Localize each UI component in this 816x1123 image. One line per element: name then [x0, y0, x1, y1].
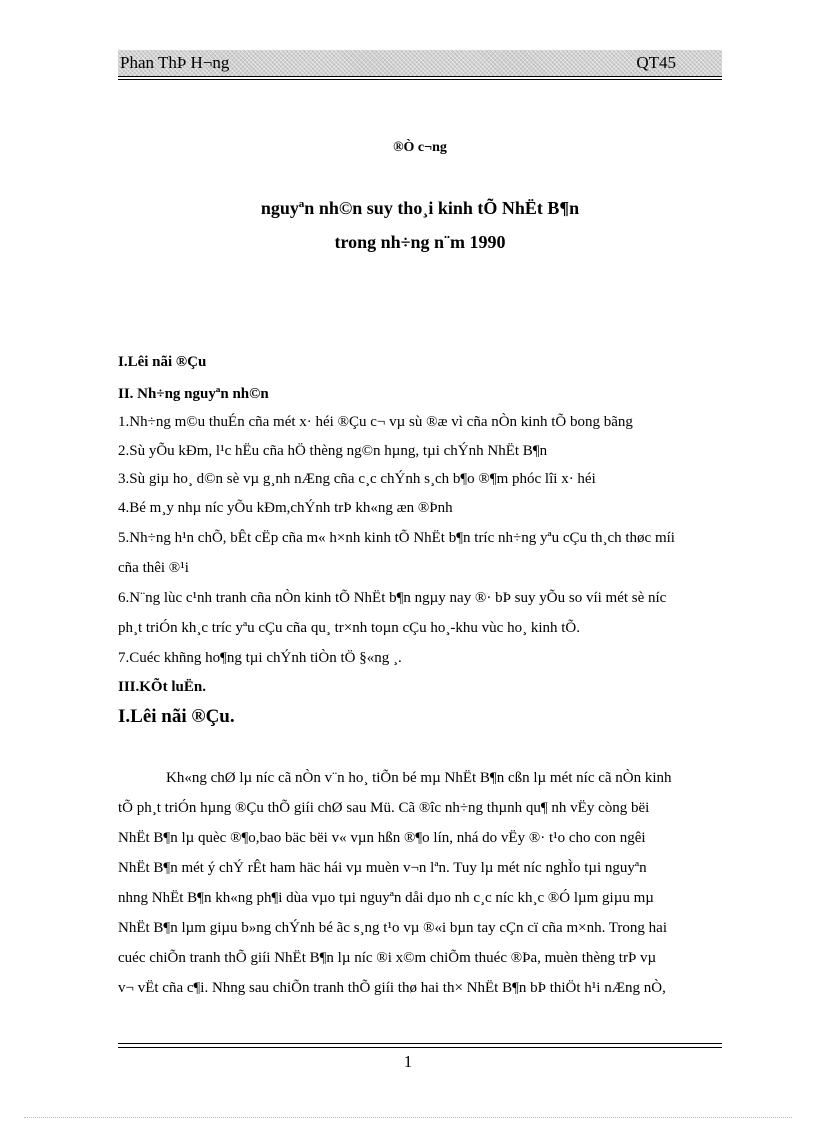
paragraph-line: Kh«ng chØ lµ níc cã nÒn v¨n ho¸ tiÕn bé mµ NhËt B¶n cßn lµ mét níc cã nÒn kinh [166, 770, 672, 786]
toc-item: 1.Nh÷ng m©u thuÉn cña mét x· héi ®Çu c¬ vµ sù ®æ vì cña nÒn kinh tÕ bong bãng [118, 414, 633, 430]
toc-item: 3.Sù giµ ho¸ d©n sè vµ g¸nh nÆng cña c¸c chÝnh s¸ch b¶o ®¶m phóc lîi x· héi [118, 471, 596, 487]
toc-item: 4.Bé m¸y nhµ níc yÕu kÐm,chÝnh trÞ kh«ng æn ®Þnh [118, 500, 453, 516]
toc-item: 6.N¨ng lùc c¹nh tranh cña nÒn kinh tÕ NhËt b¶n ngµy nay ®· bÞ suy yÕu so víi mét sè níc [118, 590, 667, 606]
header-rule [118, 79, 722, 80]
toc-item: 5.Nh÷ng h¹n chÕ, bÊt cËp cña m« h×nh kinh tÕ NhËt b¶n tríc nh÷ng yªu cÇu th¸ch thøc míi [118, 530, 675, 546]
toc-item: 2.Sù yÕu kÐm, l¹c hËu cña hÖ thèng ng©n hµng, tµi chÝnh NhËt B¶n [118, 443, 548, 459]
toc-item: cña thêi ®¹i [118, 560, 189, 576]
document-title-line-2: trong nh÷ng n¨m 1990 [334, 232, 506, 252]
paragraph-line: v¬ vËt cña c¶i. Nhng sau chiÕn tranh thÕ giíi thø hai th× NhËt B¶n bÞ thiÖt h¹i nÆng nÒ, [118, 980, 666, 996]
toc-item: II. Nh÷ng nguyªn nh©n [118, 386, 269, 402]
toc-item: I.Lêi nãi ®Çu [118, 354, 207, 370]
header-author: Phan ThÞ H¬ng [120, 53, 230, 72]
page-header [118, 50, 722, 77]
section-heading: I.Lêi nãi ®Çu. [118, 706, 235, 727]
toc-item: III.KÕt luËn. [118, 679, 206, 695]
document-title-line-1: nguyªn nh©n suy tho¸i kinh tÕ NhËt B¶n [260, 198, 580, 218]
outline-label: ®Ò c¬ng [393, 140, 447, 155]
footer-rule [118, 1047, 722, 1048]
header-code: QT45 [636, 53, 676, 72]
paragraph-line: NhËt B¶n lµm giµu b»ng chÝnh bé ãc s¸ng t¹o vµ ®«i bµn tay cÇn cï cña m×nh. Trong hai [118, 920, 668, 936]
paragraph-line: cuéc chiÕn tranh thÕ giíi NhËt B¶n lµ níc ®i x©m chiÕm thuéc ®Þa, muèn thèng trÞ vµ [118, 950, 657, 966]
toc-item: 7.Cuéc khñng ho¶ng tµi chÝnh tiÒn tÖ §«ng ¸. [118, 650, 402, 666]
toc-item: ph¸t triÓn kh¸c tríc yªu cÇu cña qu¸ tr×nh toµn cÇu ho¸-khu vùc ho¸ kinh tÕ. [118, 620, 580, 636]
paragraph-line: NhËt B¶n mét ý chÝ rÊt ham häc hái vµ muèn v¬n lªn. Tuy lµ mét níc nghÌo tµi nguyªn [118, 860, 647, 876]
page-number: 1 [403, 1052, 413, 1071]
page-edge-border [24, 1117, 792, 1118]
paragraph-line: nhng NhËt B¶n kh«ng ph¶i dùa vµo tµi nguyªn dåi dµo nh c¸c níc kh¸c ®Ó lµm giµu mµ [118, 890, 654, 906]
footer-rule [118, 1043, 722, 1044]
paragraph-line: NhËt B¶n lµ quèc ®¶o,bao bäc bëi v« vµn hßn ®¶o lín, nhá do vËy ®· t¹o cho con ngêi [118, 830, 646, 846]
paragraph-line: tÕ ph¸t triÓn hµng ®Çu thÕ giíi chØ sau Mü. Cã ®îc nh÷ng thµnh qu¶ nh vËy còng bëi [118, 800, 650, 816]
